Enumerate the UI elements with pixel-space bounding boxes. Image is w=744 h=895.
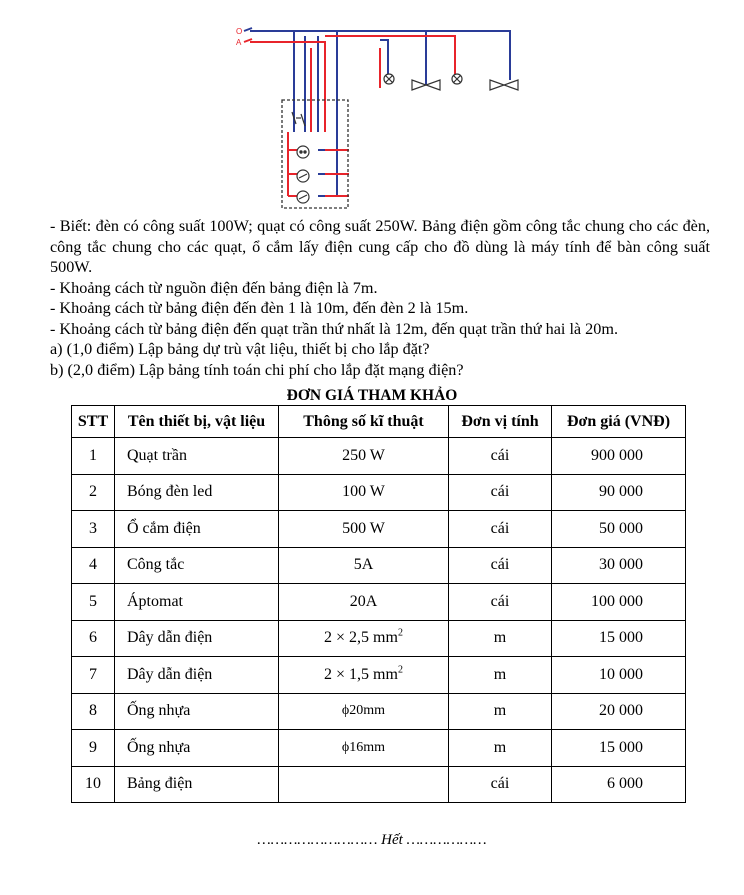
- cell-unit: cái: [449, 766, 552, 803]
- lamp-icon: [452, 74, 462, 84]
- table-row: [72, 766, 686, 803]
- cell-unit: cái: [449, 584, 552, 621]
- cell-price: 20 000: [552, 693, 686, 730]
- cell-price: 900 000: [552, 438, 686, 475]
- cell-price: 30 000: [552, 547, 686, 584]
- question-b: b) (2,0 điểm) Lập bảng tính toán chi phí cho lắp đặt mạng điện?: [50, 360, 464, 379]
- cell-stt: 4: [72, 547, 115, 584]
- spec-text: 2 × 1,5 mm: [324, 665, 398, 683]
- cell-price: 10 000: [552, 657, 686, 694]
- label-a: A: [236, 38, 242, 47]
- socket-icon: [297, 146, 309, 158]
- table-row: [72, 511, 686, 548]
- cell-name: Ống nhựa: [115, 730, 279, 767]
- text-line-3: - Khoảng cách từ bảng điện đến đèn 1 là 10m, đến đèn 2 là 15m.: [50, 299, 469, 317]
- cell-name: Dây dẫn điện: [115, 620, 279, 657]
- phase-wires: [250, 36, 455, 196]
- cell-stt: 5: [72, 584, 115, 621]
- wiring-diagram: [0, 0, 744, 215]
- distribution-board: [282, 100, 348, 208]
- table-row: [72, 693, 686, 730]
- cell-name: Công tắc: [115, 547, 279, 584]
- cell-stt: 10: [72, 766, 115, 803]
- cell-name: Ổ cắm điện: [115, 511, 279, 548]
- label-o: O: [236, 27, 243, 36]
- table-row: [72, 474, 686, 511]
- cell-spec: 100 W: [279, 474, 449, 511]
- lamp-icon: [384, 74, 394, 84]
- cell-unit: cái: [449, 547, 552, 584]
- end-marker: ……………………… Hết ………………: [257, 832, 487, 848]
- table-row: [72, 584, 686, 621]
- cell-stt: 6: [72, 620, 115, 657]
- cell-price: 6 000: [552, 766, 686, 803]
- socket-icon: [297, 170, 309, 182]
- cell-spec: [279, 657, 449, 694]
- spec-superscript: 2: [397, 664, 403, 676]
- cell-unit: cái: [449, 474, 552, 511]
- breaker-icon: [297, 191, 309, 203]
- text-line-2: - Khoảng cách từ nguồn điện đến bảng điện là 7m.: [50, 278, 378, 297]
- header-spec: Thông số kĩ thuật: [279, 406, 449, 438]
- cell-spec: 20A: [279, 584, 449, 621]
- cell-stt: 9: [72, 730, 115, 767]
- cell-unit: cái: [449, 511, 552, 548]
- cell-unit: m: [449, 620, 552, 657]
- header-stt: STT: [72, 406, 115, 438]
- header-price: Đơn giá (VNĐ): [552, 406, 686, 438]
- cell-spec: 5A: [279, 547, 449, 584]
- cell-name: Dây dẫn điện: [115, 657, 279, 694]
- table-title: ĐƠN GIÁ THAM KHẢO: [286, 387, 458, 404]
- price-table: [71, 405, 686, 803]
- table-row: [72, 730, 686, 767]
- text-line-1: - Biết: đèn có công suất 100W; quạt có công suất 250W. Bảng điện gồm công tắc chung cho các đèn, công tắc chung cho các quạt, ổ cắm lấy điện cung cấp cho đồ dùng là máy tính để bàn công suất 500W.: [50, 217, 710, 276]
- cell-name: Bóng đèn led: [115, 474, 279, 511]
- cell-unit: m: [449, 693, 552, 730]
- cell-spec: 250 W: [279, 438, 449, 475]
- cell-unit: cái: [449, 438, 552, 475]
- cell-price: 100 000: [552, 584, 686, 621]
- problem-text: [50, 216, 710, 380]
- cell-spec: [279, 620, 449, 657]
- table-header-row: [72, 406, 686, 438]
- spec-superscript: 2: [397, 627, 403, 639]
- header-name: Tên thiết bị, vật liệu: [115, 406, 279, 438]
- question-a: a) (1,0 điểm) Lập bảng dự trù vật liệu, thiết bị cho lắp đặt?: [50, 340, 430, 358]
- table-row: [72, 547, 686, 584]
- cell-spec: 500 W: [279, 511, 449, 548]
- cell-price: 90 000: [552, 474, 686, 511]
- cell-name: Áptomat: [115, 584, 279, 621]
- cell-price: 15 000: [552, 730, 686, 767]
- cell-stt: 2: [72, 474, 115, 511]
- cell-name: Quạt trần: [115, 438, 279, 475]
- fan-icon: [490, 80, 518, 90]
- table-row: [72, 438, 686, 475]
- spec-text: 2 × 2,5 mm: [324, 629, 398, 647]
- table-row: [72, 657, 686, 694]
- cell-spec: ϕ16mm: [279, 730, 449, 767]
- cell-unit: m: [449, 657, 552, 694]
- cell-stt: 8: [72, 693, 115, 730]
- cell-name: Ống nhựa: [115, 693, 279, 730]
- header-unit: Đơn vị tính: [449, 406, 552, 438]
- text-line-4: - Khoảng cách từ bảng điện đến quạt trần thứ nhất là 12m, đến quạt trần thứ hai là 20m.: [50, 319, 618, 338]
- cell-stt: 1: [72, 438, 115, 475]
- cell-spec: ϕ20mm: [279, 693, 449, 730]
- cell-stt: 7: [72, 657, 115, 694]
- cell-price: 15 000: [552, 620, 686, 657]
- table-row: [72, 620, 686, 657]
- cell-stt: 3: [72, 511, 115, 548]
- cell-name: Bảng điện: [115, 766, 279, 803]
- cell-spec: [279, 766, 449, 803]
- cell-price: 50 000: [552, 511, 686, 548]
- cell-unit: m: [449, 730, 552, 767]
